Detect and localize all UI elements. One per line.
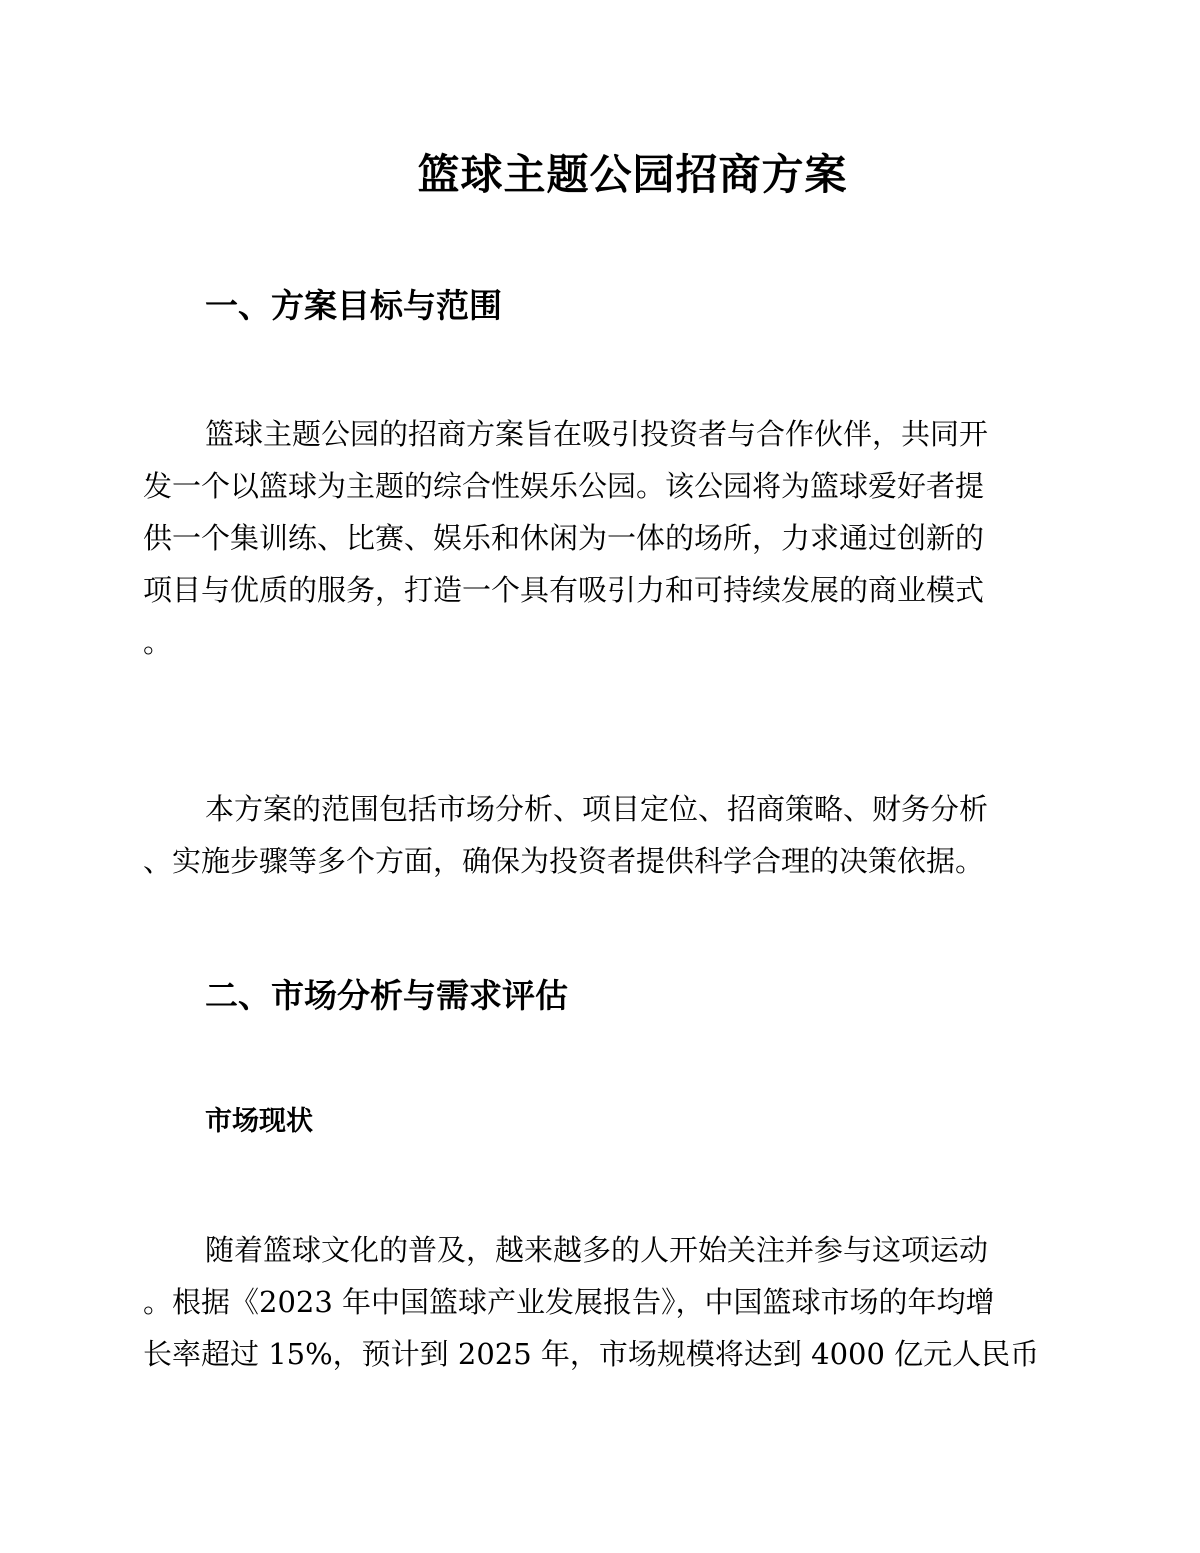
paragraph-line: 长率超过 15%，预计到 2025 年，市场规模将达到 4000 亿元人民币 (143, 1337, 1040, 1371)
paragraph-line: 项目与优质的服务，打造一个具有吸引力和可持续发展的商业模式 (143, 573, 985, 607)
paragraph-line: 、实施步骤等多个方面，确保为投资者提供科学合理的决策依据。 (143, 844, 985, 878)
paragraph-line: 。根据《2023 年中国篮球产业发展报告》，中国篮球市场的年均增 (143, 1285, 995, 1319)
subsection-heading: 市场现状 (205, 1106, 313, 1137)
section-heading-1: 一、方案目标与范围 (205, 286, 502, 325)
section2-paragraph-1 (143, 1224, 1053, 1380)
paragraph-line: 发一个以篮球为主题的综合性娱乐公园。该公园将为篮球爱好者提 (143, 469, 985, 503)
section1-paragraph-1 (143, 408, 1053, 668)
paragraph-line: 。 (143, 625, 173, 659)
paragraph-line: 随着篮球文化的普及，越来越多的人开始关注并参与这项运动 (205, 1233, 989, 1267)
section-heading-2: 二、市场分析与需求评估 (205, 976, 568, 1015)
paragraph-line: 本方案的范围包括市场分析、项目定位、招商策略、财务分析 (205, 792, 989, 826)
paragraph-line: 篮球主题公园的招商方案旨在吸引投资者与合作伙伴，共同开 (205, 417, 989, 451)
section1-paragraph-2 (143, 783, 1053, 887)
document-title: 篮球主题公园招商方案 (417, 150, 848, 199)
paragraph-line: 供一个集训练、比赛、娱乐和休闲为一体的场所，力求通过创新的 (143, 521, 985, 555)
